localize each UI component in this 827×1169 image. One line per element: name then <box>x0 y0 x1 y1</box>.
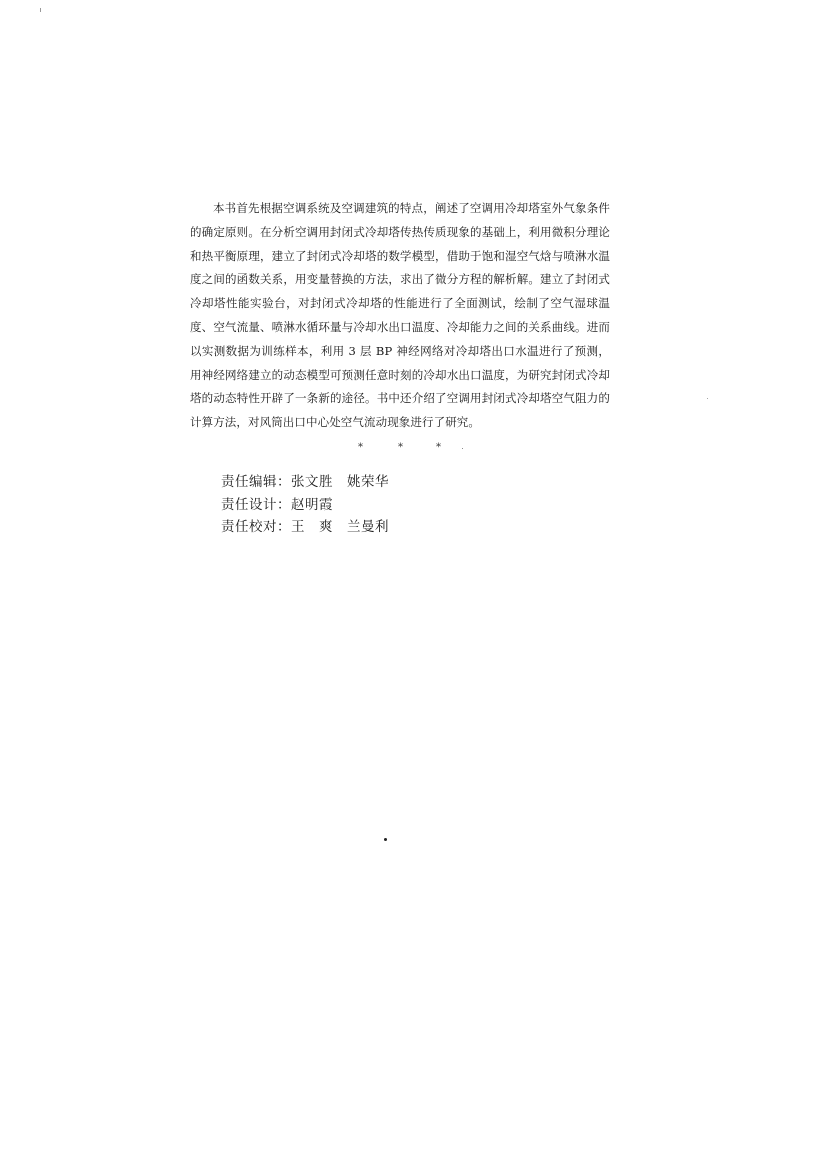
separator-asterisk: * <box>358 442 363 453</box>
credit-responsible-proofreading: 责任校对：王 爽 兰曼利 <box>221 519 389 535</box>
section-separator <box>352 442 472 456</box>
separator-asterisk: * <box>398 442 403 453</box>
separator-asterisk: * <box>436 442 441 453</box>
book-abstract <box>190 197 610 435</box>
scan-speck <box>707 398 708 399</box>
editorial-credits <box>221 471 389 539</box>
credit-responsible-design: 责任设计：赵明霞 <box>221 496 333 513</box>
abstract-paragraph: 本书首先根据空调系统及空调建筑的特点，阐述了空调用冷却塔室外气象条件的确定原则。在分析空调用封闭式冷却塔传热传质现象的基础上，利用微积分理论和热平衡原理，建立了封闭式冷却塔的数学模型，借助于饱和湿空气焓与喷淋水温度之间的函数关系，用变量替换的方法，求出了微分方程的解析解。建立了封闭式冷却塔性能实验台，对封闭式冷却塔的性能进行了全面测试，绘制了空气湿球温度、空气流量、喷淋水循环量与冷却水出口温度、冷却能力之间的关系曲线。进而以实测数据为训练样本，利用 3 层 BP 神经网络对冷却塔出口水温进行了预测，用神经网络建立的动态模型可预测任意时刻的冷却水出口温度，为研究封闭式冷却塔的动态特性开辟了一条新的途径。书中还介绍了空调用封闭式冷却塔空气阻力的计算方法，对风筒出口中心处空气流动现象进行了研究。 <box>190 201 610 430</box>
scan-speck <box>462 448 463 449</box>
credit-responsible-editor: 责任编辑：张文胜 姚荣华 <box>221 474 389 490</box>
scan-speck <box>384 838 387 841</box>
scan-speck <box>40 8 41 12</box>
